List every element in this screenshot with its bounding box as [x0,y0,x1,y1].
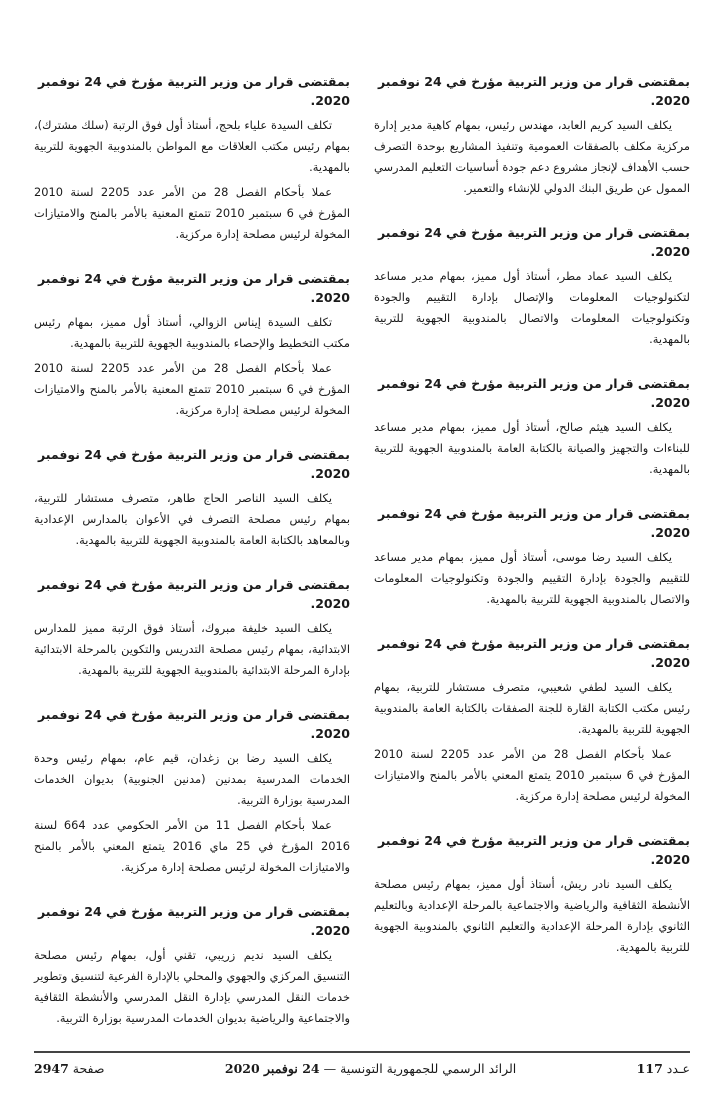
issue-number [637,1059,690,1079]
decree-paragraph: يكلف السيد رضا بن زغدان، قيم عام، بمهام رئيس وحدة الخدمات المدرسية بمدنين (مدنين الجنوبية) بديوان الخدمات المدرسية بوزارة التربية. [34,751,350,807]
decree-paragraph: عملا بأحكام الفصل 11 من الأمر الحكومي عدد 664 لسنة 2016 المؤرخ في 25 ماي 2016 يتمتع المعني بالأمر بالمنح والامتيازات المخولة لرئيس مصلحة إدارة مركزية. [34,818,350,874]
decree-paragraph: عملا بأحكام الفصل 28 من الأمر عدد 2205 لسنة 2010 المؤرخ في 6 سبتمبر 2010 تتمتع المعنية بالأمر بالمنح والامتيازات المخولة لرئيس مصلحة إدارة مركزية. [34,185,350,241]
decree-section [34,72,350,249]
decree-paragraph: يكلف السيد نديم زريبي، تقني أول، بمهام رئيس مصلحة التنسيق المركزي والجهوي والمحلي بالإدارة الفرعية لتنسيق وتطوير خدمات النقل المدرسي بإدارة النقل المدرسي والأنشطة الثقافية والاجتماعية والرياضية بديوان الخدمات المدرسية بوزارة التربية. [34,948,350,1025]
decree-section [34,705,350,882]
decree-paragraph: عملا بأحكام الفصل 28 من الأمر عدد 2205 لسنة 2010 المؤرخ في 6 سبتمبر 2010 يتمتع المعني بالأمر بالمنح والامتيازات المخولة لرئيس مصلحة إدارة مركزية. [374,747,691,803]
decree-paragraph: تكلف السيدة علياء بلحج، أستاذ أول فوق الرتبة (سلك مشترك)، بمهام رئيس مكتب العلاقات مع المواطن بالمندوبية الجهوية للتربية بالمهدية. [34,118,350,174]
issue-label: عـدد [666,1060,690,1076]
decree-heading: بمقتضى قرار من وزير التربية مؤرخ في 24 نوفمبر 2020. [37,707,350,741]
page-value: 2947 [34,1060,69,1076]
decree-paragraph: يكلف السيد كريم العابد، مهندس رئيس، بمهام كاهية مدير إدارة مركزية مكلف بالصفقات العمومية وتنفيذ المشاريع بوحدة التصرف حسب الأهداف لإنجاز مشروع دعم جودة أساسيات التعليم المدرسي الممول عن طريق البنك الدولي للإنشاء والتعمير. [374,118,690,195]
journal-name: الرائد الرسمي للجمهورية التونسية — [323,1060,517,1076]
decree-section [374,504,690,614]
decree-paragraph: يكلف السيد عماد مطر، أستاذ أول مميز، بمهام مدير مساعد لتكنولوجيات المعلومات والإتصال بإدارة التقييم والجودة وتكنولوجيات المعلومات والاتصال بالمندوبية الجهوية للتربية بالمهدية. [374,269,690,346]
journal-date: 24 نوفمبر 2020 [224,1060,320,1076]
decree-heading: بمقتضى قرار من وزير التربية مؤرخ في 24 نوفمبر 2020. [377,225,690,259]
decree-section [34,445,350,555]
decree-heading: بمقتضى قرار من وزير التربية مؤرخ في 24 نوفمبر 2020. [37,577,350,611]
decree-section [34,269,350,425]
decree-heading: بمقتضى قرار من وزير التربية مؤرخ في 24 نوفمبر 2020. [377,376,690,410]
issue-value: 117 [636,1060,663,1076]
columns [34,72,690,1033]
decree-section [374,72,690,203]
page-number [34,1059,105,1079]
page-footer [34,1059,690,1079]
decree-heading: بمقتضى قرار من وزير التربية مؤرخ في 24 نوفمبر 2020. [37,74,350,108]
decree-paragraph: يكلف السيد رضا موسى، أستاذ أول مميز، بمهام مدير مساعد للتقييم والجودة بإدارة التقييم والجودة وتكنولوجيات المعلومات والاتصال بالمندوبية الجهوية للتربية بالمهدية. [374,550,690,606]
right-column [374,72,690,962]
decree-heading: بمقتضى قرار من وزير التربية مؤرخ في 24 نوفمبر 2020. [377,506,690,540]
decree-heading: بمقتضى قرار من وزير التربية مؤرخ في 24 نوفمبر 2020. [377,74,690,108]
decree-paragraph: يكلف السيد لطفي شعيبي، متصرف مستشار للتربية، بمهام رئيس مكتب الكتابة القارة للجنة الصفقات بالكتابة العامة بالمندوبية الجهوية للتربية بالمهدية. [374,680,690,736]
decree-heading: بمقتضى قرار من وزير التربية مؤرخ في 24 نوفمبر 2020. [37,271,350,305]
decree-heading: بمقتضى قرار من وزير التربية مؤرخ في 24 نوفمبر 2020. [377,636,690,670]
decree-section [374,634,690,811]
decree-heading: بمقتضى قرار من وزير التربية مؤرخ في 24 نوفمبر 2020. [37,904,350,938]
decree-paragraph: تكلف السيدة إيناس الزوالي، أستاذ أول مميز، بمهام رئيس مكتب التخطيط والإحصاء بالمندوبية الجهوية للتربية بالمهدية. [34,315,350,350]
decree-paragraph: يكلف السيد خليفة مبروك، أستاذ فوق الرتبة مميز للمدارس الابتدائية، بمهام رئيس مصلحة التدريس والتكوين بالمرحلة الابتدائية بإدارة المرحلة الابتدائية بالمندوبية الجهوية للتربية بالمهدية. [34,621,350,677]
decree-section [374,831,690,962]
decree-section [34,575,350,685]
decree-paragraph: يكلف السيد الناصر الحاج طاهر، متصرف مستشار للتربية، بمهام رئيس مصلحة التصرف في الأعوان بالمدارس الإعدادية وبالمعاهد بالكتابة العامة بالمندوبية الجهوية للتربية بالمهدية. [34,491,350,547]
decree-heading: بمقتضى قرار من وزير التربية مؤرخ في 24 نوفمبر 2020. [377,833,690,867]
journal-title [225,1059,516,1079]
footer-divider [34,1051,690,1053]
decree-section [374,223,690,354]
decree-section [374,374,690,484]
page-label: صفحة [72,1060,105,1076]
decree-heading: بمقتضى قرار من وزير التربية مؤرخ في 24 نوفمبر 2020. [37,447,350,481]
decree-section [34,902,350,1033]
left-column [34,72,350,1033]
decree-paragraph: يكلف السيد نادر ريش، أستاذ أول مميز، بمهام رئيس مصلحة الأنشطة الثقافية والرياضية والاجتماعية بالمرحلة الإعدادية وبالتعليم الثانوي بإدارة المرحلة الإعدادية والتعليم الثانوي بالمندوبية الجهوية للتربية بالمهدية. [374,877,690,954]
decree-paragraph: يكلف السيد هيثم صالح، أستاذ أول مميز، بمهام مدير مساعد للبناءات والتجهيز والصيانة بالكتابة العامة بالمندوبية الجهوية للتربية بالمهدية. [374,420,690,476]
decree-paragraph: عملا بأحكام الفصل 28 من الأمر عدد 2205 لسنة 2010 المؤرخ في 6 سبتمبر 2010 تتمتع المعنية بالأمر بالمنح والامتيازات المخولة لرئيس مصلحة إدارة مركزية. [34,361,350,417]
